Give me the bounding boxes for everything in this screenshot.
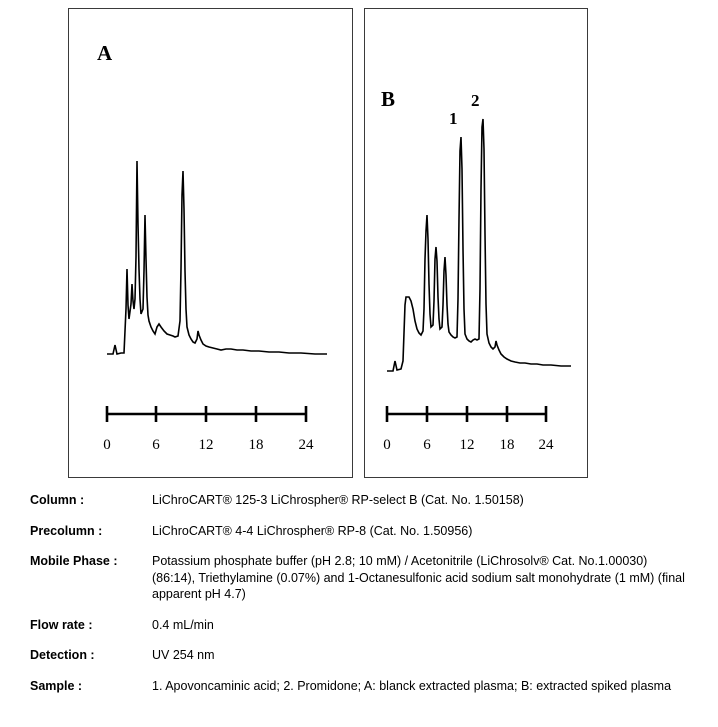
tick-label: 0 xyxy=(103,437,111,453)
tick-label: 18 xyxy=(248,437,264,453)
conditions-row xyxy=(30,553,690,603)
tick-label: 12 xyxy=(459,437,475,453)
chromatogram-panel-b xyxy=(364,8,588,478)
panel-b-trace xyxy=(365,9,587,477)
panel-a-trace xyxy=(69,9,352,477)
conditions-row xyxy=(30,492,690,509)
conditions-row xyxy=(30,647,690,664)
chromatogram-figure xyxy=(68,8,654,478)
tick-label: 6 xyxy=(152,437,160,453)
conditions-row xyxy=(30,617,690,634)
condition-label: Mobile Phase : xyxy=(30,554,118,568)
tick-label: 24 xyxy=(298,437,314,453)
condition-label: Detection : xyxy=(30,648,95,662)
condition-value: LiChroCART® 4-4 LiChrospher® RP-8 (Cat. No. 1.50956) xyxy=(152,523,473,538)
conditions-row xyxy=(30,523,690,540)
condition-label: Flow rate : xyxy=(30,617,93,632)
condition-value: LiChroCART® 125-3 LiChrospher® RP-select B (Cat. No. 1.50158) xyxy=(152,493,524,507)
tick-label: 6 xyxy=(423,437,431,453)
condition-label: Column : xyxy=(30,493,85,507)
condition-value: Potassium phosphate buffer (pH 2.8; 10 mM) / Acetonitrile (LiChrosolv® Cat. No.1.00030) (86:14), Triethylamine (0.07%) and 1-Octanesulfonic acid sodium salt monohydrate (1 mM) (final apparent pH 4.7) xyxy=(152,554,685,601)
tick-label: 18 xyxy=(499,437,515,453)
tick-label: 12 xyxy=(198,437,214,453)
condition-value: 0.4 mL/min xyxy=(152,617,214,632)
peak-label-1: 1 xyxy=(449,109,458,128)
tick-label: 24 xyxy=(538,437,554,453)
conditions-table xyxy=(30,492,690,708)
condition-value: UV 254 nm xyxy=(152,648,215,662)
panel-a-label: A xyxy=(97,41,113,65)
tick-label: 0 xyxy=(383,437,391,453)
condition-label: Precolumn : xyxy=(30,523,103,538)
chromatogram-panel-a xyxy=(68,8,353,478)
panel-b-axis-ticklabels xyxy=(365,437,587,457)
panel-a-axis-ticklabels xyxy=(69,437,352,457)
condition-value: 1. Apovoncaminic acid; 2. Promidone; A: blanck extracted plasma; B: extracted spiked plasma xyxy=(152,678,672,693)
conditions-row xyxy=(30,678,690,695)
peak-label-2: 2 xyxy=(471,91,480,110)
condition-label: Sample : xyxy=(30,678,83,693)
panel-b-label: B xyxy=(381,87,396,111)
